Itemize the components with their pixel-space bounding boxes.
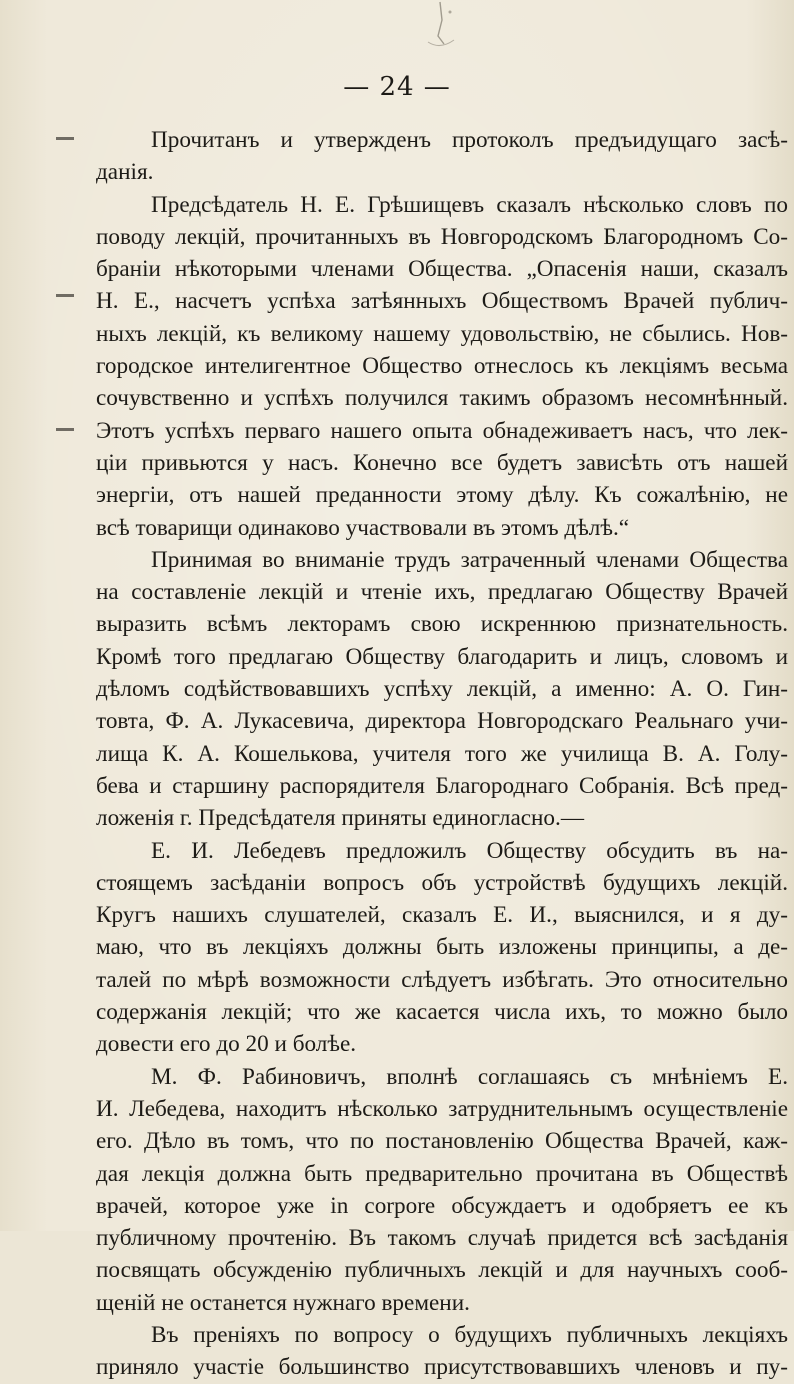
ink-smudge-icon — [410, 0, 470, 52]
text-line: браніи нѣкоторыми членами Общества. „Опасенія наши, сказалъ — [96, 256, 788, 283]
text-line: энергіи, отъ нашей преданности этому дѣлу. Къ сожалѣнію, не — [96, 482, 788, 509]
text-line: всѣ товарищи одинаково участвовали въ этомъ дѣлѣ.“ — [96, 514, 630, 541]
text-line: Принимая во вниманіе трудъ затраченный членами Общества — [151, 546, 788, 573]
text-line: ныхъ лекцій, къ великому нашему удовольствію, не сбылись. Нов- — [96, 320, 788, 347]
text-line: Предсѣдатель Н. Е. Грѣшищевъ сказалъ нѣсколько словъ по — [151, 191, 788, 218]
text-line: Кромѣ того предлагаю Обществу благодарить и лицъ, словомъ и — [96, 643, 788, 670]
text-line: городское интелигентное Общество отнеслось къ лекціямъ весьма — [96, 353, 788, 380]
margin-mark — [56, 294, 74, 297]
text-line: лища К. А. Кошелькова, учителя того же училища В. А. Голу- — [96, 740, 788, 767]
text-line: Н. Е., насчетъ успѣха затѣянныхъ Обществомъ Врачей публич- — [96, 288, 788, 315]
text-line: Въ преніяхъ по вопросу о будущихъ публичныхъ лекціяхъ — [151, 1321, 788, 1348]
text-line: Прочитанъ и утвержденъ протоколъ предъидущаго засѣ- — [151, 127, 788, 153]
page-number: — 24 — — [343, 72, 451, 102]
text-line: щеній не останется нужнаго времени. — [96, 1289, 470, 1316]
text-line: ложенія г. Предсѣдателя приняты единогласно.— — [96, 805, 585, 832]
text-line: сочувственно и успѣхъ получился такимъ образомъ несомнѣнный. — [96, 385, 788, 412]
text-line: врачей, которое уже in corpore обсуждаетъ и одобряетъ ее къ — [96, 1192, 788, 1219]
text-line: ціи привьются у насъ. Конечно все будетъ зависѣть отъ нашей — [96, 449, 788, 476]
text-line: М. Ф. Рабиновичъ, вполнѣ соглашаясь съ мнѣніемъ Е. — [151, 1063, 788, 1090]
text-line: публичному прочтенію. Въ такомъ случаѣ придется всѣ засѣданія — [96, 1225, 788, 1252]
text-line: стоящемъ засѣданіи вопросъ объ устройствѣ будущихъ лекцій. — [96, 869, 788, 896]
text-line: приняло участіе большинство присутствовавшихъ членовъ и пу- — [96, 1354, 788, 1381]
text-line: товта, Ф. А. Лукасевича, директора Новгородскаго Реальнаго учи- — [96, 708, 788, 735]
text-line: довести его до 20 и болѣе. — [96, 1031, 357, 1058]
text-line: содержанія лекцій; что же касается числа ихъ, то можно было — [96, 999, 788, 1026]
text-line: Е. И. Лебедевъ предложилъ Обществу обсудить въ на- — [151, 837, 788, 864]
text-line: на составленіе лекцій и чтеніе ихъ, предлагаю Обществу Врачей — [96, 579, 788, 606]
text-line: выразить всѣмъ лекторамъ свою искреннюю признательность. — [96, 611, 788, 638]
text-line: посвящать обсужденію публичныхъ лекцій и для научныхъ сооб- — [96, 1257, 788, 1284]
text-line: Кругъ нашихъ слушателей, сказалъ Е. И., выяснился, и я ду- — [96, 902, 788, 929]
margin-mark — [56, 137, 74, 140]
text-line: маю, что въ лекціяхъ должны быть изложены принципы, а де- — [96, 934, 788, 961]
text-line: талей по мѣрѣ возможности слѣдуетъ избѣгать. Это относительно — [96, 966, 788, 993]
text-line: И. Лебедева, находитъ нѣсколько затруднительнымъ осуществленіе — [96, 1095, 788, 1122]
text-line: его. Дѣло въ томъ, что по постановленію Общества Врачей, каж- — [96, 1128, 788, 1155]
body-text — [96, 124, 788, 1384]
text-line: данія. — [96, 159, 154, 186]
margin-mark — [56, 428, 74, 431]
text-line: Этотъ успѣхъ перваго нашего опыта обнадеживаетъ насъ, что лек- — [96, 417, 788, 444]
text-line: бева и старшину распорядителя Благороднаго Собранія. Всѣ пред- — [96, 772, 788, 799]
text-line: дая лекція должна быть предварительно прочитана въ Обществѣ — [96, 1160, 788, 1187]
text-line: поводу лекцій, прочитанныхъ въ Новгородскомъ Благородномъ Со- — [96, 223, 788, 250]
text-line: дѣломъ содѣйствовавшихъ успѣху лекцій, а именно: А. О. Гин- — [96, 676, 788, 703]
